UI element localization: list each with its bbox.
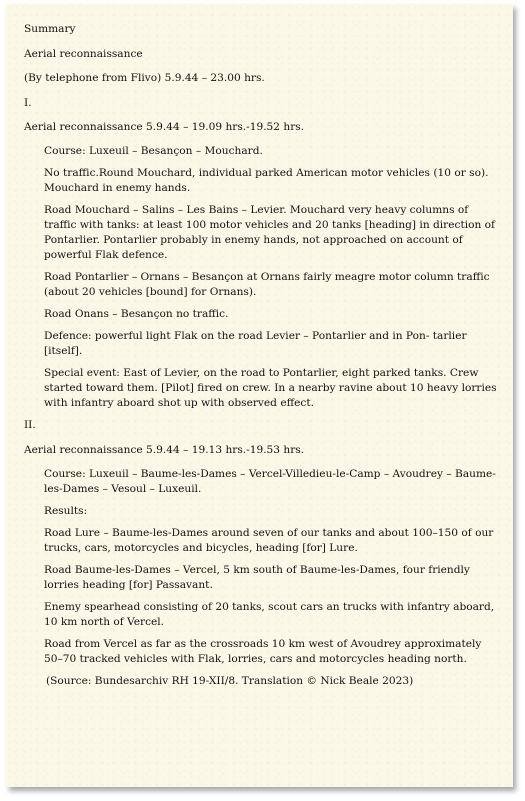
section-1-paragraph: Road Pontarlier – Ornans – Besançon at Ornans fairly meagre motor column traffic (about 20 vehicles [bound] for Ornans).: [44, 271, 490, 298]
document-page: [6, 4, 513, 787]
section-2-numeral: II.: [24, 419, 36, 431]
section-2-paragraph: Results:: [44, 504, 88, 517]
section-1-paragraph: Road Onans – Besançon no traffic.: [44, 308, 229, 320]
section-1-paragraph: No traffic.Round Mouchard, individual parked American motor vehicles (10 or so). Mouchard in enemy hands.: [44, 167, 489, 194]
section-1-paragraph: Defence: powerful light Flak on the road Levier – Pontarlier and in Pon- tarlier [itself].: [44, 330, 467, 357]
section-1-numeral: I.: [24, 96, 32, 109]
section-2-paragraph: Course: Luxeuil – Baume-les-Dames – Vercel-Villedieu-le-Camp – Avoudrey – Baume-les-Dames – Vesoul – Luxeuil.: [44, 467, 496, 495]
section-1-header: Aerial reconnaissance 5.9.44 – 19.09 hrs.-19.52 hrs.: [24, 121, 305, 133]
doc-title: Aerial reconnaissance: [24, 47, 143, 60]
section-2-header: Aerial reconnaissance 5.9.44 – 19.13 hrs.-19.53 hrs.: [24, 443, 305, 456]
doc-heading: Summary: [24, 23, 76, 35]
section-2-paragraph: Road Baume-les-Dames – Vercel, 5 km south of Baume-les-Dames, four friendly lorries heading [for] Passavant.: [44, 563, 470, 591]
section-1-paragraph: Special event: East of Levier, on the road to Pontarlier, eight parked tanks. Crew started toward them. [Pilot] fired on crew. In a nearby ravine about 10 heavy lorries with infantry aboard shot up with observed effect.: [44, 367, 497, 409]
section-2-paragraph: Road Lure – Baume-les-Dames around seven of our tanks and about 100–150 of our trucks, cars, motorcycles and bicycles, heading [for] Lure.: [44, 526, 494, 554]
section-1-paragraph: Course: Luxeuil – Besançon – Mouchard.: [44, 145, 263, 157]
source-citation: (Source: Bundesarchiv RH 19-XII/8. Translation © Nick Beale 2023): [46, 674, 414, 687]
section-2-paragraph: Enemy spearhead consisting of 20 tanks, scout cars an trucks with infantry aboard, 10 km north of Vercel.: [44, 600, 495, 628]
section-1-paragraph: Road Mouchard – Salins – Les Bains – Levier. Mouchard very heavy columns of traffic with tanks: at least 100 motor vehicles and 20 tanks [heading] in direction of Pontarlier. Pontarlier probably in enemy hands, not approached on account of powerful Flak defence.: [44, 204, 495, 261]
document-content: [24, 22, 502, 689]
section-2-paragraph: Road from Vercel as far as the crossroads 10 km west of Avoudrey approximately 50–70 tracked vehicles with Flak, lorries, cars and motorcycles heading north.: [44, 637, 482, 665]
doc-source-line: (By telephone from Flivo) 5.9.44 – 23.00 hrs.: [24, 72, 265, 84]
